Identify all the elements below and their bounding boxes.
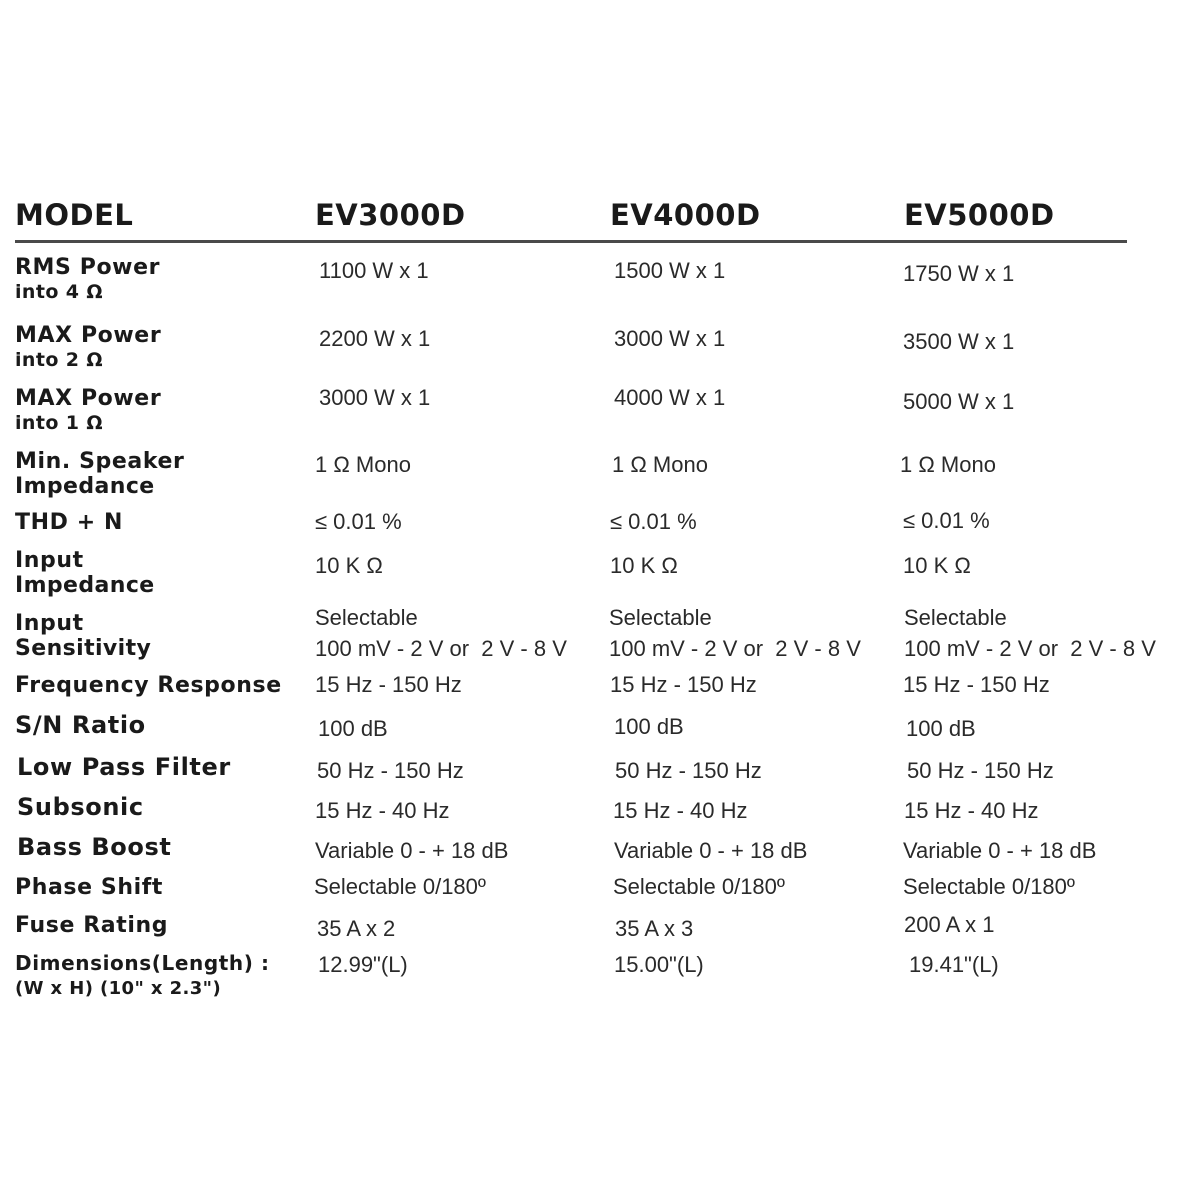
spec-value: 12.99"(L): [318, 952, 408, 977]
spec-value: 35 A x 2: [317, 916, 396, 941]
spec-value: 50 Hz - 150 Hz: [317, 758, 464, 783]
spec-value: ≤ 0.01 %: [315, 509, 402, 534]
spec-value: 5000 W x 1: [903, 389, 1015, 414]
spec-value: ≤ 0.01 %: [903, 508, 990, 533]
spec-value: 1100 W x 1: [319, 258, 429, 283]
spec-label: MAX Power into 2 Ω: [15, 323, 162, 371]
spec-value: 2200 W x 1: [319, 326, 431, 351]
spec-value: Variable 0 - + 18 dB: [614, 838, 808, 863]
spec-value: 15.00"(L): [614, 952, 704, 977]
model-name-ev5000d: EV5000D: [904, 198, 1055, 232]
spec-value: 200 A x 1: [904, 912, 995, 937]
spec-value: 100 dB: [906, 716, 976, 741]
spec-label: Frequency Response: [15, 673, 282, 698]
spec-value: Variable 0 - + 18 dB: [315, 838, 509, 863]
spec-value: Selectable 0/180º: [314, 874, 486, 899]
model-name-ev4000d: EV4000D: [610, 198, 761, 232]
spec-value: ≤ 0.01 %: [610, 509, 697, 534]
spec-label: RMS Power into 4 Ω: [15, 255, 161, 303]
spec-value: Variable 0 - + 18 dB: [903, 838, 1097, 863]
spec-value: 1750 W x 1: [903, 261, 1015, 286]
spec-value: 3000 W x 1: [319, 385, 431, 410]
spec-value: 35 A x 3: [615, 916, 694, 941]
spec-label: Input Impedance: [15, 548, 155, 598]
spec-value: Selectable 100 mV - 2 V or 2 V - 8 V: [609, 605, 861, 661]
spec-value: 10 K Ω: [903, 553, 971, 578]
spec-label: Bass Boost: [17, 833, 172, 861]
model-name-ev3000d: EV3000D: [315, 198, 466, 232]
spec-value: 15 Hz - 40 Hz: [904, 798, 1039, 823]
spec-label: Fuse Rating: [15, 913, 169, 938]
spec-label: Subsonic: [17, 793, 144, 821]
table-header: [0, 198, 1200, 238]
spec-value: 100 dB: [318, 716, 388, 741]
spec-value: 10 K Ω: [315, 553, 383, 578]
spec-value: Selectable 100 mV - 2 V or 2 V - 8 V: [904, 605, 1156, 661]
spec-label: Phase Shift: [15, 875, 164, 900]
spec-value: 3000 W x 1: [614, 326, 726, 351]
spec-value: 1 Ω Mono: [612, 452, 708, 477]
spec-value: Selectable 100 mV - 2 V or 2 V - 8 V: [315, 605, 567, 661]
spec-value: 1 Ω Mono: [900, 452, 996, 477]
spec-value: 15 Hz - 150 Hz: [315, 672, 462, 697]
spec-value: 10 K Ω: [610, 553, 678, 578]
spec-label: MAX Power into 1 Ω: [15, 386, 162, 434]
spec-value: 15 Hz - 40 Hz: [315, 798, 450, 823]
spec-label: Dimensions(Length) : (W x H) (10" x 2.3"): [15, 951, 270, 999]
spec-value: 1 Ω Mono: [315, 452, 411, 477]
spec-label: S/N Ratio: [15, 711, 146, 739]
spec-value: 100 dB: [614, 714, 684, 739]
spec-value: 15 Hz - 150 Hz: [903, 672, 1050, 697]
spec-label: THD + N: [15, 510, 124, 535]
spec-value: Selectable 0/180º: [613, 874, 785, 899]
spec-value: 50 Hz - 150 Hz: [907, 758, 1054, 783]
spec-value: 15 Hz - 40 Hz: [613, 798, 748, 823]
spec-label: Low Pass Filter: [17, 753, 231, 781]
spec-value: 1500 W x 1: [614, 258, 726, 283]
spec-value: Selectable 0/180º: [903, 874, 1075, 899]
spec-label: Min. Speaker Impedance: [15, 449, 185, 499]
spec-value: 4000 W x 1: [614, 385, 726, 410]
spec-value: 50 Hz - 150 Hz: [615, 758, 762, 783]
model-column-header: MODEL: [15, 198, 134, 232]
spec-value: 3500 W x 1: [903, 329, 1015, 354]
header-divider: [15, 240, 1127, 243]
spec-label: Input Sensitivity: [15, 611, 152, 661]
spec-value: 19.41"(L): [909, 952, 999, 977]
spec-value: 15 Hz - 150 Hz: [610, 672, 757, 697]
